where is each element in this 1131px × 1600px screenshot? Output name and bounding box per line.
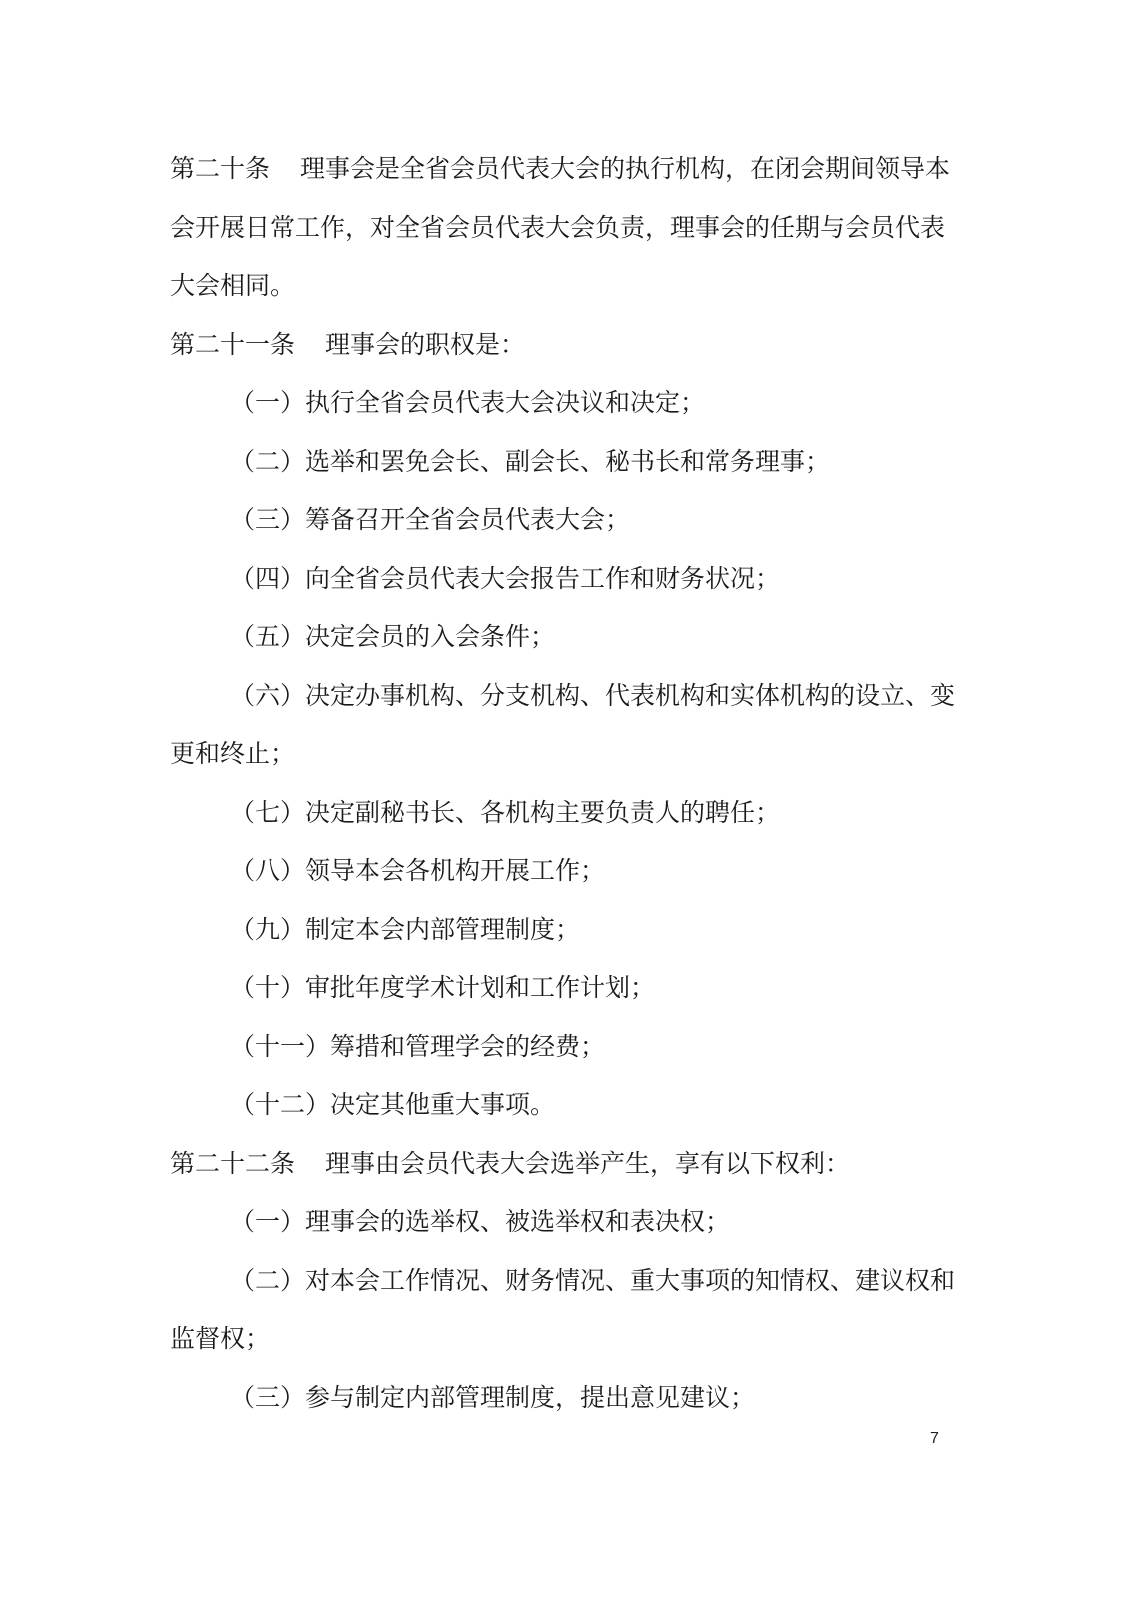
article-22-item-3: （三）参与制定内部管理制度，提出意见建议； (230, 1382, 756, 1412)
article-21-item-3: （三）筹备召开全省会员代表大会； (230, 505, 631, 534)
article-21-number: 第二十一条 (170, 329, 296, 359)
article-20-number: 第二十条 (170, 154, 271, 183)
article-20-line-2: 会开展日常工作，对全省会员代表大会负责，理事会的任期与会员代表 (170, 212, 946, 242)
article-21-item-6: （六）决定办事机构、分支机构、代表机构和实体机构的设立、变 (230, 680, 956, 710)
article-21-heading (170, 316, 945, 375)
article-21-item-12: （十二）决定其他重大事项。 (230, 1090, 556, 1119)
article-20-line-3: 大会相同。 (170, 271, 296, 300)
article-22-item-1: （一）理事会的选举权、被选举权和表决权； (230, 1207, 731, 1236)
page-number: 7 (930, 1430, 939, 1447)
article-22-item-2: （二）对本会工作情况、财务情况、重大事项的知情权、建议权和 (230, 1265, 956, 1295)
article-22-item-2-cont: 监督权； (170, 1324, 271, 1353)
article-21-item-5: （五）决定会员的入会条件； (230, 622, 556, 651)
article-20-line-1 (170, 140, 951, 199)
article-21-item-9: （九）制定本会内部管理制度； (230, 914, 581, 944)
article-21-item-1: （一）执行全省会员代表大会决议和决定； (230, 388, 706, 417)
article-21-item-6-cont: 更和终止； (170, 739, 296, 768)
article-21-item-8: （八）领导本会各机构开展工作； (230, 856, 606, 885)
article-21-item-4: （四）向全省会员代表大会报告工作和财务状况； (230, 563, 781, 593)
article-21-item-10: （十）审批年度学术计划和工作计划； (230, 973, 656, 1002)
article-21-item-7: （七）决定副秘书长、各机构主要负责人的聘任； (230, 797, 781, 827)
article-21-intro: 理事会的职权是： (325, 329, 526, 359)
article-20-text-1: 理事会是全省会员代表大会的执行机构，在闭会期间领导本 (300, 154, 951, 183)
article-21-item-11: （十一）筹措和管理学会的经费； (230, 1031, 606, 1061)
document-body (170, 140, 956, 1427)
article-22-intro: 理事由会员代表大会选举产生，享有以下权利： (325, 1148, 851, 1178)
article-22-heading (170, 1135, 945, 1194)
article-22-number: 第二十二条 (170, 1148, 296, 1178)
article-21-item-2: （二）选举和罢免会长、副会长、秘书长和常务理事； (230, 446, 831, 476)
